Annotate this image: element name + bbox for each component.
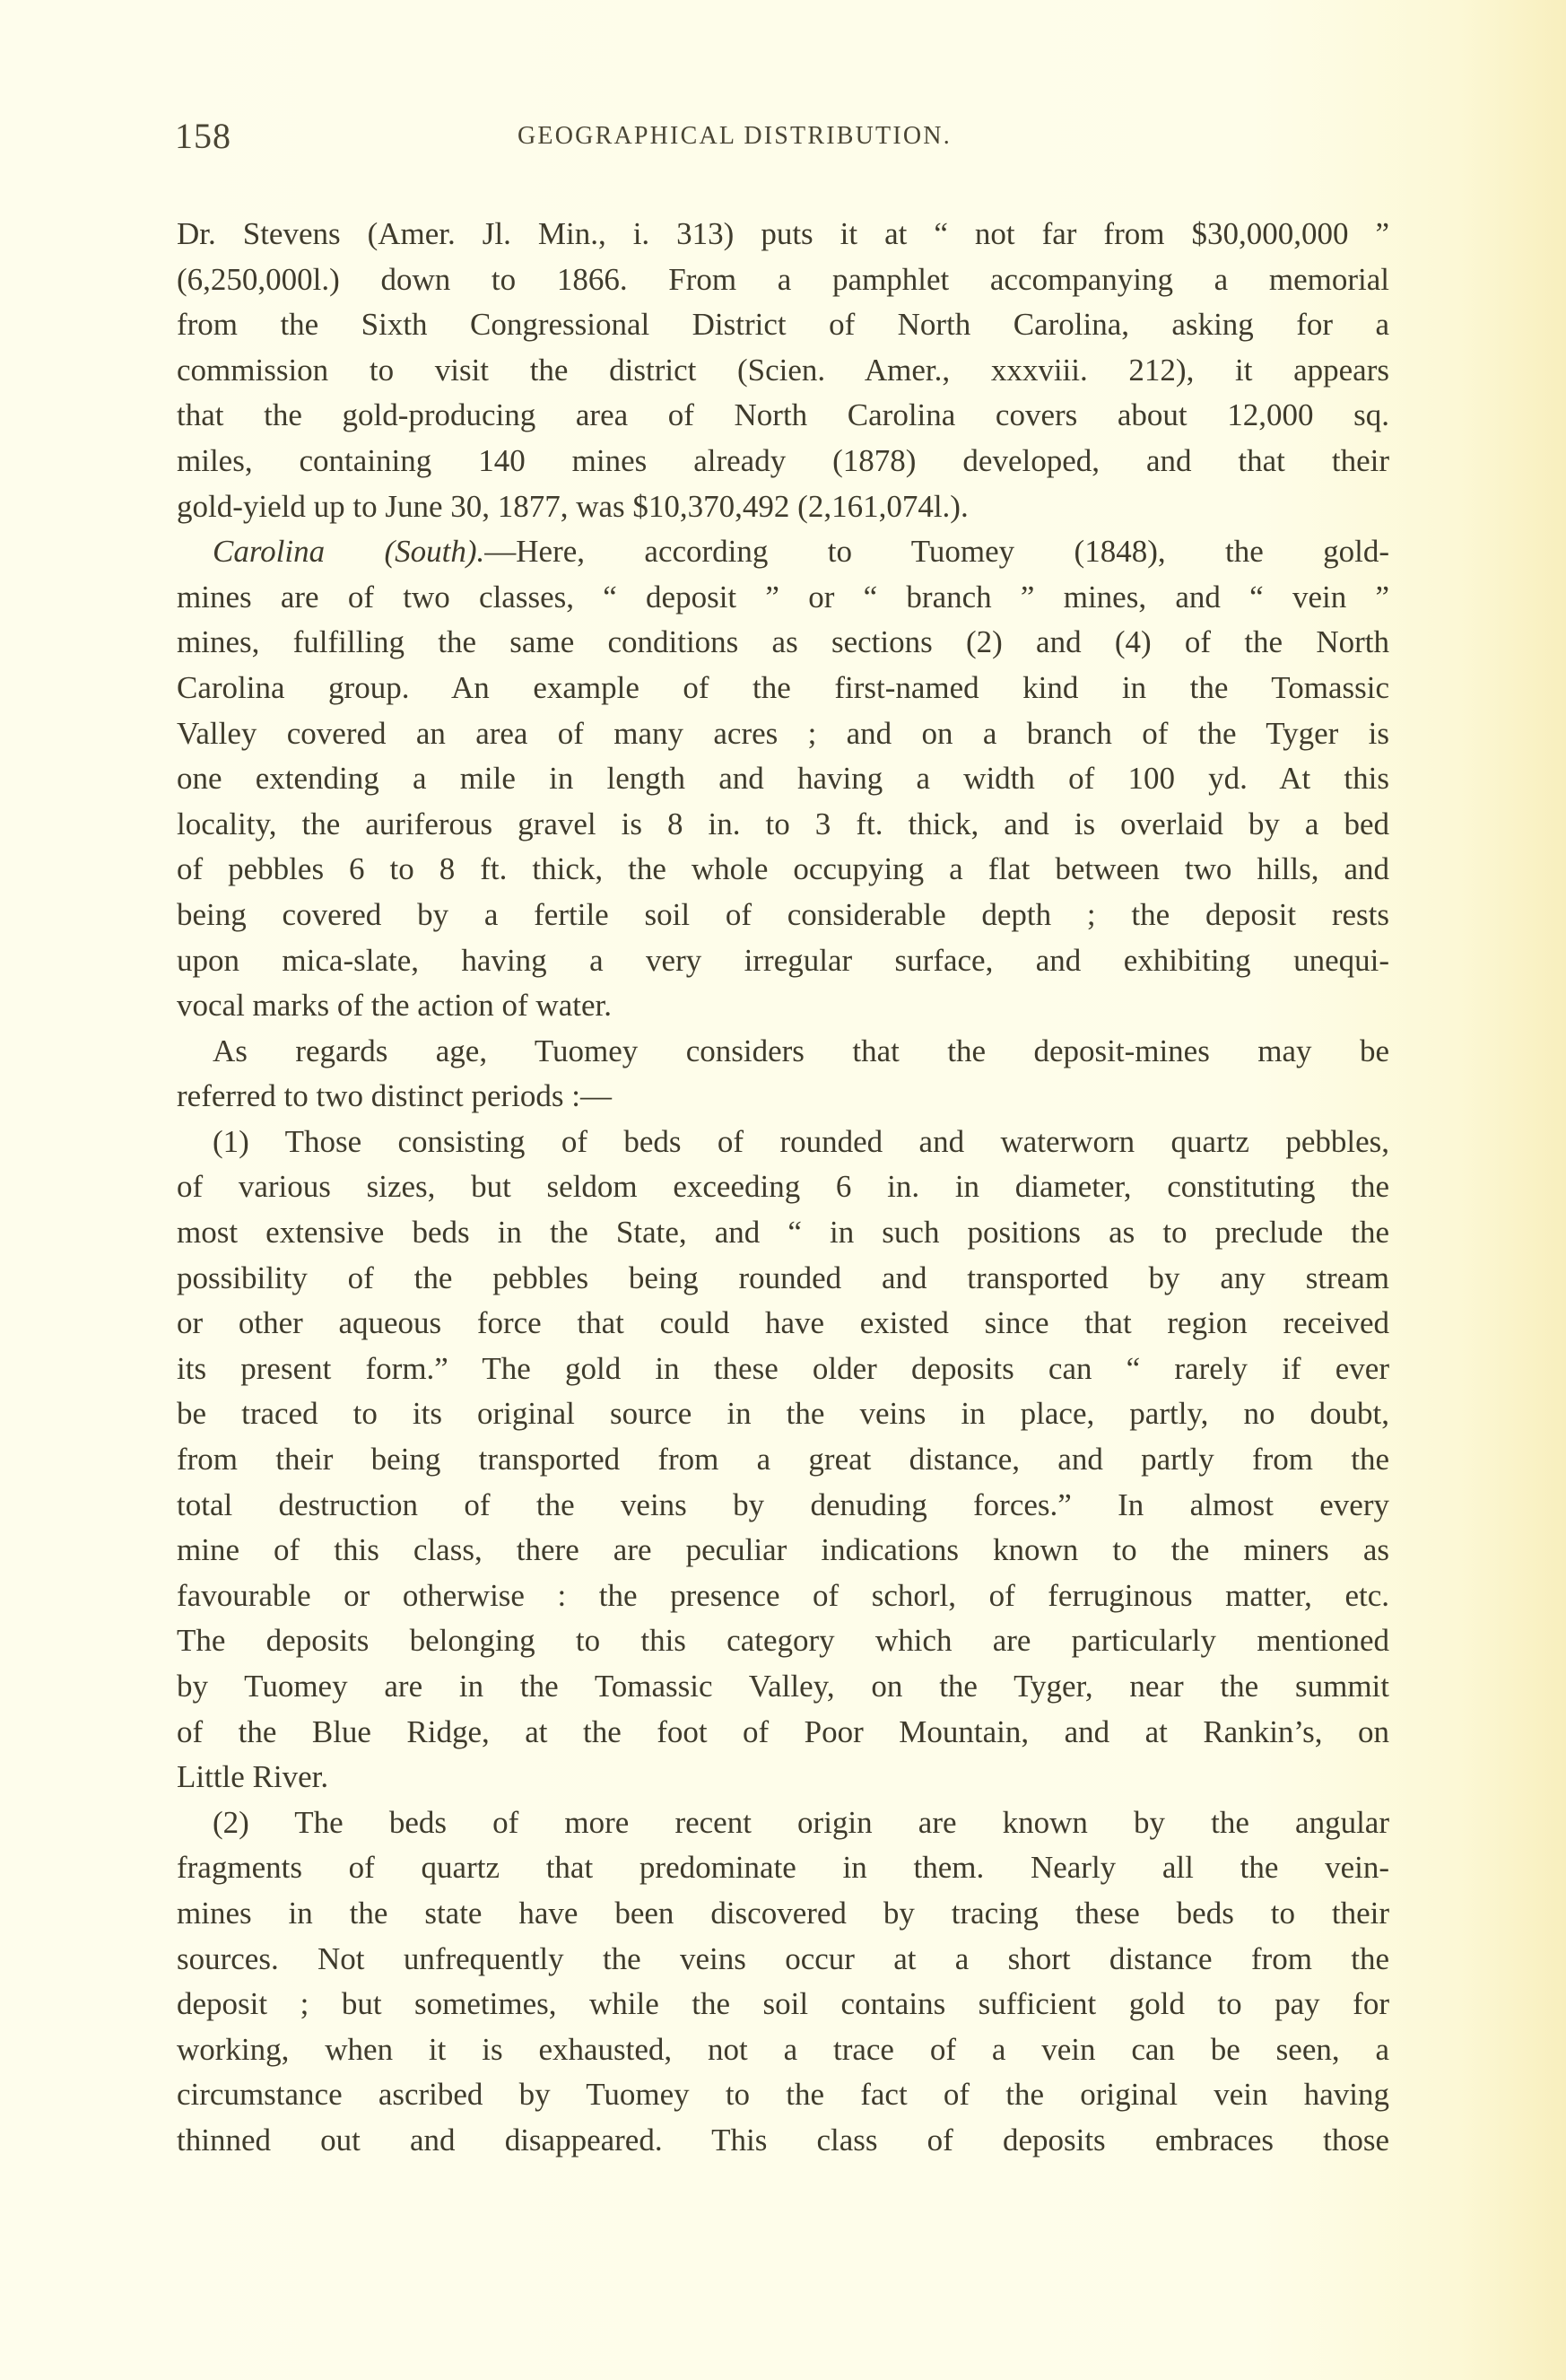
text-line: deposit ; but sometimes, while the soil contains sufficient gold to pay for [177, 1986, 1389, 2022]
section-heading-italic: Carolina (South). [213, 534, 485, 570]
section-text: —Here, according to Tuomey (1848), the gold- [484, 534, 1389, 570]
text-line: total destruction of the veins by denuding forces.” In almost every [177, 1486, 1389, 1522]
text-line: (2) The beds of more recent origin are known by the angular [213, 1804, 1389, 1840]
running-title: GEOGRAPHICAL DISTRIBUTION. [518, 122, 952, 150]
text-line: mine of this class, there are peculiar indications known to the miners as [177, 1532, 1389, 1568]
text-line: by Tuomey are in the Tomassic Valley, on the Tyger, near the summit [177, 1669, 1389, 1704]
text-line: from their being transported from a great distance, and partly from the [177, 1442, 1389, 1478]
text-line: gold-yield up to June 30, 1877, was $10,370,492 (2,161,074l.). [177, 488, 969, 524]
text-line: from the Sixth Congressional District of North Carolina, asking for a [177, 307, 1389, 343]
text-line: Valley covered an area of many acres ; and on a branch of the Tyger is [177, 715, 1389, 751]
text-line: mines are of two classes, “ deposit ” or “ branch ” mines, and “ vein ” [177, 579, 1389, 615]
text-line: As regards age, Tuomey considers that the deposit-mines may be [213, 1033, 1389, 1068]
text-line: circumstance ascribed by Tuomey to the fact of the original vein having [177, 2077, 1389, 2113]
text-line: of the Blue Ridge, at the foot of Poor Mountain, and at Rankin’s, on [177, 1713, 1389, 1749]
text-line: (1) Those consisting of beds of rounded and waterworn quartz pebbles, [213, 1123, 1389, 1159]
text-line: Carolina group. An example of the first-named kind in the Tomassic [177, 669, 1389, 705]
text-line: commission to visit the district (Scien. Amer., xxxviii. 212), it appears [177, 352, 1389, 388]
text-line: one extending a mile in length and having a width of 100 yd. At this [177, 761, 1389, 797]
text-line: upon mica-slate, having a very irregular surface, and exhibiting unequi- [177, 942, 1389, 978]
text-line: referred to two distinct periods :— [177, 1078, 613, 1114]
text-line: fragments of quartz that predominate in them. Nearly all the vein- [177, 1850, 1389, 1886]
text-line: of various sizes, but seldom exceeding 6 in. in diameter, constituting the [177, 1169, 1389, 1205]
text-line: being covered by a fertile soil of considerable depth ; the deposit rests [177, 896, 1389, 932]
text-line: The deposits belonging to this category which are particularly mentioned [177, 1623, 1389, 1659]
text-line: that the gold-producing area of North Carolina covers about 12,000 sq. [177, 397, 1389, 433]
text-line: mines, fulfilling the same conditions as sections (2) and (4) of the North [177, 624, 1389, 660]
text-line: of pebbles 6 to 8 ft. thick, the whole occupying a flat between two hills, and [177, 851, 1389, 887]
text-line: favourable or otherwise : the presence of schorl, of ferruginous matter, etc. [177, 1577, 1389, 1613]
text-line: most extensive beds in the State, and “ in such positions as to preclude the [177, 1215, 1389, 1251]
text-line: mines in the state have been discovered by tracing these beds to their [177, 1895, 1389, 1931]
text-line: possibility of the pebbles being rounded and transported by any stream [177, 1260, 1389, 1295]
text-line: or other aqueous force that could have existed since that region received [177, 1305, 1389, 1341]
page-number: 158 [175, 116, 231, 156]
text-line: thinned out and disappeared. This class of deposits embraces those [177, 2122, 1389, 2158]
text-line: miles, containing 140 mines already (1878) developed, and that their [177, 442, 1389, 478]
text-line: locality, the auriferous gravel is 8 in. to 3 ft. thick, and is overlaid by a bed [177, 806, 1389, 841]
running-head [175, 115, 1389, 165]
text-line-section-start [177, 529, 1389, 575]
text-line: Dr. Stevens (Amer. Jl. Min., i. 313) puts it at “ not far from $30,000,000 ” [177, 216, 1389, 251]
text-line: (6,250,000l.) down to 1866. From a pamphlet accompanying a memorial [177, 261, 1389, 297]
text-line: vocal marks of the action of water. [177, 988, 612, 1024]
text-line: working, when it is exhausted, not a trace of a vein can be seen, a [177, 2031, 1389, 2067]
body-text [177, 212, 1389, 2164]
text-line: its present form.” The gold in these older deposits can “ rarely if ever [177, 1350, 1389, 1386]
text-line: sources. Not unfrequently the veins occur at a short distance from the [177, 1940, 1389, 1976]
text-line: be traced to its original source in the veins in place, partly, no doubt, [177, 1396, 1389, 1432]
text-line: Little River. [177, 1759, 329, 1795]
